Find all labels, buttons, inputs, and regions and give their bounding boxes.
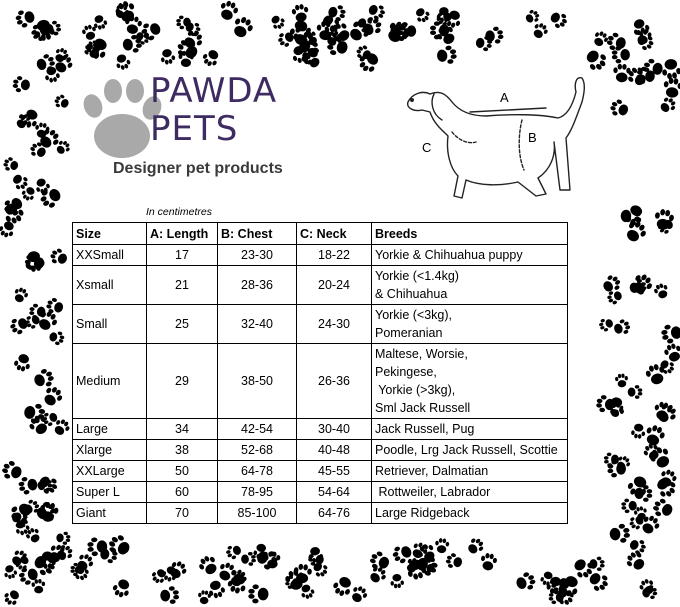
label-b: B xyxy=(528,130,537,145)
cell-neck: 30-40 xyxy=(297,419,372,440)
cell-size: Super L xyxy=(73,482,147,503)
cell-length: 70 xyxy=(147,503,218,524)
paw-print-icon xyxy=(40,384,65,410)
paw-print-icon xyxy=(37,184,64,211)
cell-breeds xyxy=(372,503,568,524)
paw-print-icon xyxy=(615,373,629,388)
breed-line: Maltese, Worsie, xyxy=(375,347,468,361)
paw-print-icon xyxy=(200,47,222,69)
header-size: Size xyxy=(73,223,147,245)
paw-print-icon xyxy=(547,9,569,31)
paw-print-icon xyxy=(479,552,498,572)
cell-breeds xyxy=(372,419,568,440)
cell-size: Large xyxy=(73,419,147,440)
paw-print-icon xyxy=(436,45,458,66)
paw-print-icon xyxy=(523,8,541,26)
paw-print-icon xyxy=(18,475,39,495)
paw-print-icon xyxy=(33,177,51,196)
cell-length: 50 xyxy=(147,461,218,482)
cell-size: Giant xyxy=(73,503,147,524)
paw-print-icon xyxy=(582,46,610,74)
paw-print-icon xyxy=(660,322,680,344)
paw-print-icon xyxy=(139,19,163,43)
breed-line: Poodle, Lrg Jack Russell, Scottie xyxy=(375,443,558,457)
cell-chest: 85-100 xyxy=(218,503,297,524)
paw-print-icon xyxy=(641,584,658,600)
breed-line: Yorkie & Chihuahua puppy xyxy=(375,248,523,262)
dog-measurement-diagram xyxy=(400,72,600,207)
paw-print-icon xyxy=(32,367,56,391)
paw-print-icon xyxy=(413,5,432,24)
paw-print-icon xyxy=(159,48,176,66)
cell-breeds xyxy=(372,461,568,482)
paw-print-icon xyxy=(0,459,24,483)
header-breeds: Breeds xyxy=(372,223,568,245)
paw-print-icon xyxy=(348,584,369,606)
paw-print-icon xyxy=(444,552,463,571)
cell-length: 34 xyxy=(147,419,218,440)
breed-line: & Chihuahua xyxy=(375,287,448,301)
paw-print-icon xyxy=(248,584,268,603)
cell-chest: 78-95 xyxy=(218,482,297,503)
paw-print-icon xyxy=(229,14,255,41)
header-neck: C: Neck xyxy=(297,223,372,245)
cell-chest: 42-54 xyxy=(218,419,297,440)
table-row xyxy=(73,461,568,482)
cell-length: 60 xyxy=(147,482,218,503)
cell-length: 38 xyxy=(147,440,218,461)
paw-print-icon xyxy=(628,536,648,556)
cell-neck: 64-76 xyxy=(297,503,372,524)
paw-print-icon xyxy=(657,95,678,116)
paw-print-icon xyxy=(110,577,133,600)
paw-print-icon xyxy=(652,282,670,301)
cell-length: 17 xyxy=(147,245,218,266)
paw-print-icon xyxy=(2,564,18,580)
cell-breeds xyxy=(372,440,568,461)
label-a: A xyxy=(500,90,509,105)
cell-neck: 20-24 xyxy=(297,266,372,305)
breed-line: Rottweiler, Labrador xyxy=(375,485,491,499)
paw-print-icon xyxy=(53,93,71,111)
cell-neck: 40-48 xyxy=(297,440,372,461)
table-row xyxy=(73,503,568,524)
table-row xyxy=(73,266,568,305)
cell-length: 29 xyxy=(147,344,218,419)
breed-line: Yorkie (<3kg), xyxy=(375,308,453,322)
cell-size: Medium xyxy=(73,344,147,419)
paw-print-icon xyxy=(434,538,449,554)
table-row xyxy=(73,482,568,503)
breed-line: Jack Russell, Pug xyxy=(375,422,475,436)
dog-outline xyxy=(408,78,585,198)
paw-print-icon xyxy=(622,218,649,245)
cell-neck: 54-64 xyxy=(297,482,372,503)
paw-print-icon xyxy=(465,535,487,557)
paw-print-icon xyxy=(629,278,648,296)
table-row xyxy=(73,419,568,440)
cell-chest: 64-78 xyxy=(218,461,297,482)
breed-line: Pekingese, xyxy=(375,365,437,379)
cell-neck: 24-30 xyxy=(297,305,372,344)
paw-print-icon xyxy=(589,557,605,572)
paw-print-icon xyxy=(608,98,630,120)
cell-chest: 23-30 xyxy=(218,245,297,266)
paw-print-icon xyxy=(484,26,504,45)
cell-neck: 45-55 xyxy=(297,461,372,482)
cell-chest: 28-36 xyxy=(218,266,297,305)
paw-print-icon xyxy=(661,58,680,80)
paw-print-icon xyxy=(390,573,404,588)
cell-breeds xyxy=(372,305,568,344)
table-header-row xyxy=(73,223,568,245)
brand-name xyxy=(150,72,277,148)
paw-print-icon xyxy=(598,316,615,333)
paw-print-icon xyxy=(48,246,70,267)
header-length: A: Length xyxy=(147,223,218,245)
paw-print-icon xyxy=(330,574,355,599)
paw-print-icon xyxy=(113,52,132,71)
paw-print-icon xyxy=(628,385,643,399)
size-chart-table xyxy=(72,222,568,524)
cell-length: 21 xyxy=(147,266,218,305)
table-row xyxy=(73,344,568,419)
paw-print-icon xyxy=(631,423,646,439)
cell-neck: 18-22 xyxy=(297,245,372,266)
cell-chest: 38-50 xyxy=(218,344,297,419)
paw-print-icon xyxy=(651,497,675,520)
brand-tagline: Designer pet products xyxy=(113,160,283,177)
paw-print-icon xyxy=(642,423,667,448)
breed-line: Yorkie (>3kg), xyxy=(375,383,456,397)
cell-neck: 26-36 xyxy=(297,344,372,419)
breed-line: Large Ridgeback xyxy=(375,506,470,520)
paw-print-icon xyxy=(634,485,652,502)
cell-breeds xyxy=(372,344,568,419)
table-row xyxy=(73,305,568,344)
paw-print-icon xyxy=(106,532,134,559)
paw-print-icon xyxy=(224,542,243,561)
paw-print-icon xyxy=(291,3,310,23)
cell-breeds xyxy=(372,245,568,266)
brand-name-line2: PETS xyxy=(150,109,239,149)
paw-print-icon xyxy=(591,29,610,49)
paw-print-icon xyxy=(621,202,646,228)
paw-print-icon xyxy=(160,586,180,605)
paw-print-icon xyxy=(48,329,66,346)
label-c: C xyxy=(422,140,432,155)
paw-print-icon xyxy=(609,523,631,544)
paw-print-icon xyxy=(613,64,631,83)
paw-print-icon xyxy=(662,77,680,99)
paw-print-icon xyxy=(383,18,410,46)
paw-print-icon xyxy=(2,156,20,173)
header-chest: B: Chest xyxy=(218,223,297,245)
cell-size: Xsmall xyxy=(73,266,147,305)
cell-chest: 32-40 xyxy=(218,305,297,344)
cell-size: XXLarge xyxy=(73,461,147,482)
paw-print-icon xyxy=(31,579,45,594)
table-row xyxy=(73,440,568,461)
paw-print-icon xyxy=(1,587,22,607)
cell-size: Small xyxy=(73,305,147,344)
brand-name-line1: PAWDA xyxy=(150,71,278,111)
cell-length: 25 xyxy=(147,305,218,344)
paw-print-icon xyxy=(13,352,33,373)
paw-print-icon xyxy=(530,21,550,41)
cell-breeds xyxy=(372,266,568,305)
cell-size: XXSmall xyxy=(73,245,147,266)
table-row xyxy=(73,245,568,266)
paw-print-icon xyxy=(268,13,287,32)
paw-print-icon xyxy=(56,531,71,545)
paw-print-icon xyxy=(514,570,537,593)
cell-chest: 52-68 xyxy=(218,440,297,461)
paw-print-icon xyxy=(14,7,37,29)
breed-line: Sml Jack Russell xyxy=(375,401,471,415)
cell-size: Xlarge xyxy=(73,440,147,461)
paw-print-icon xyxy=(12,76,31,94)
breed-line: Retriever, Dalmatian xyxy=(375,464,489,478)
breed-line: Pomeranian xyxy=(375,326,443,340)
paw-print-icon xyxy=(196,553,221,578)
paw-print-icon xyxy=(612,318,632,338)
unit-note: In centimetres xyxy=(146,206,212,218)
breed-line: Yorkie (<1.4kg) xyxy=(375,269,459,283)
paw-print-icon xyxy=(604,452,620,467)
cell-breeds xyxy=(372,482,568,503)
paw-print-icon xyxy=(12,286,30,305)
